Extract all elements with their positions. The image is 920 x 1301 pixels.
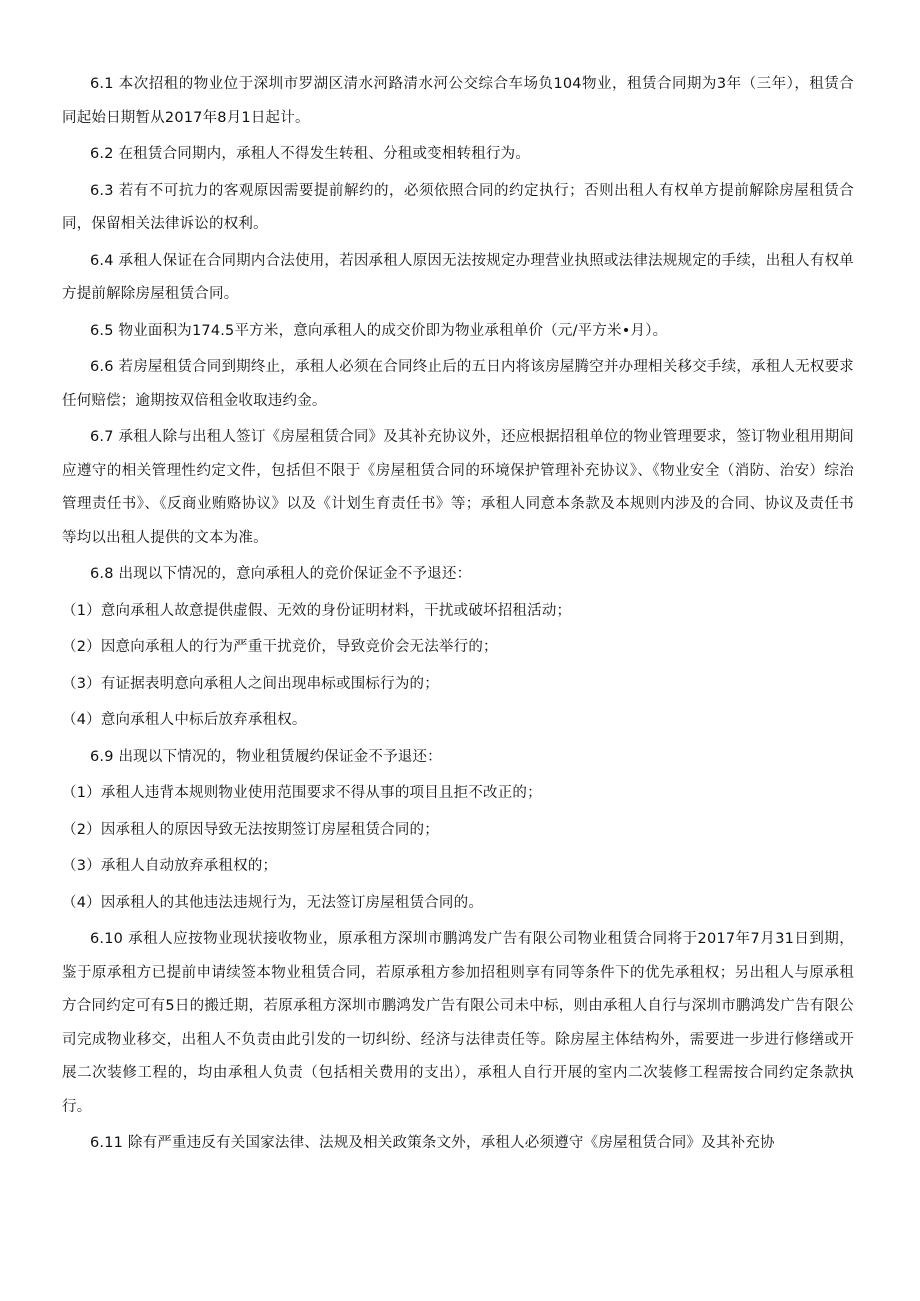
clause-6-8-item-4: （4）意向承租人中标后放弃承租权。 — [62, 712, 307, 728]
clause-6-9-item-3: （3）承租人自动放弃承租权的； — [62, 858, 278, 874]
clause-6-5: 6.5 物业面积为174.5平方米，意向承租人的成交价即为物业承租单价（元/平方米•月）。 — [90, 322, 668, 339]
clause-6-4: 6.4 承租人保证在合同期内合法使用，若因承租人原因无法按规定办理营业执照或法律法规规定的手续，出租人有权单方提前解除房屋租赁合同。 — [62, 252, 854, 302]
clause-6-6: 6.6 若房屋租赁合同到期终止，承租人必须在合同终止后的五日内将该房屋腾空并办理相关移交手续，承租人无权要求任何赔偿；逾期按双倍租金收取违约金。 — [62, 359, 854, 409]
clause-6-9-item-1: （1）承租人违背本规则物业使用范围要求不得从事的项目且拒不改正的； — [62, 785, 542, 801]
clause-6-9-item-2: （2）因承租人的原因导致无法按期签订房屋租赁合同的； — [62, 821, 439, 838]
clause-6-3: 6.3 若有不可抗力的客观原因需要提前解约的，必须依照合同的约定执行；否则出租人有权单方提前解除房屋租赁合同，保留相关法律诉讼的权利。 — [62, 182, 854, 232]
clause-6-8-item-3: （3）有证据表明意向承租人之间出现串标或围标行为的； — [62, 675, 439, 692]
document-body — [62, 68, 854, 1164]
clause-6-1: 6.1 本次招租的物业位于深圳市罗湖区清水河路清水河公交综合车场负104物业，租赁合同期为3年（三年），租赁合同起始日期暂从2017年8月1日起计。 — [62, 76, 854, 126]
clause-6-9-item-4: （4）因承租人的其他违法违规行为，无法签订房屋租赁合同的。 — [62, 894, 484, 911]
clause-6-8-item-2: （2）因意向承租人的行为严重干扰竞价，导致竞价会无法举行的； — [62, 639, 498, 655]
clause-6-8: 6.8 出现以下情况的，意向承租人的竞价保证金不予退还： — [90, 566, 472, 582]
clause-6-8-item-1: （1）意向承租人故意提供虚假、无效的身份证明材料，干扰或破坏招租活动； — [62, 602, 572, 619]
clause-6-10: 6.10 承租人应按物业现状接收物业，原承租方深圳市鹏鸿发广告有限公司物业租赁合同将于2017年7月31日到期，鉴于原承租方已提前申请续签本物业租赁合同，若原承租方参加招租则享有同等条件下的优先承租权；另出租人与原承租方合同约定可有5日的搬迁期，若原承租方深圳市鹏鸿发广告有限公司未中标，则由承租人自行与深圳市鹏鸿发广告有限公司完成物业移交，出租人不负责由此引发的一切纠纷、经济与法律责任等。除房屋主体结构外，需要进一步进行修缮或开展二次装修工程的，均由承租人负责（包括相关费用的支出），承租人自行开展的室内二次装修工程需按合同约定条款执行。 — [62, 931, 854, 1115]
clause-6-2: 6.2 在租赁合同期内，承租人不得发生转租、分租或变相转租行为。 — [90, 146, 531, 162]
clause-6-7: 6.7 承租人除与出租人签订《房屋租赁合同》及其补充协议外，还应根据招租单位的物业管理要求，签订物业租用期间应遵守的相关管理性约定文件，包括但不限于《房屋租赁合同的环境保护管理补充协议》、《物业安全（消防、治安）综治管理责任书》、《反商业贿赂协议》以及《计划生育责任书》等；承租人同意本条款及本规则内涉及的合同、协议及责任书等均以出租人提供的文本为准。 — [62, 429, 854, 546]
clause-6-9: 6.9 出现以下情况的，物业租赁履约保证金不予退还： — [90, 748, 442, 765]
clause-6-11: 6.11 除有严重违反有关国家法律、法规及相关政策条文外，承租人必须遵守《房屋租赁合同》及其补充协 — [90, 1135, 775, 1151]
